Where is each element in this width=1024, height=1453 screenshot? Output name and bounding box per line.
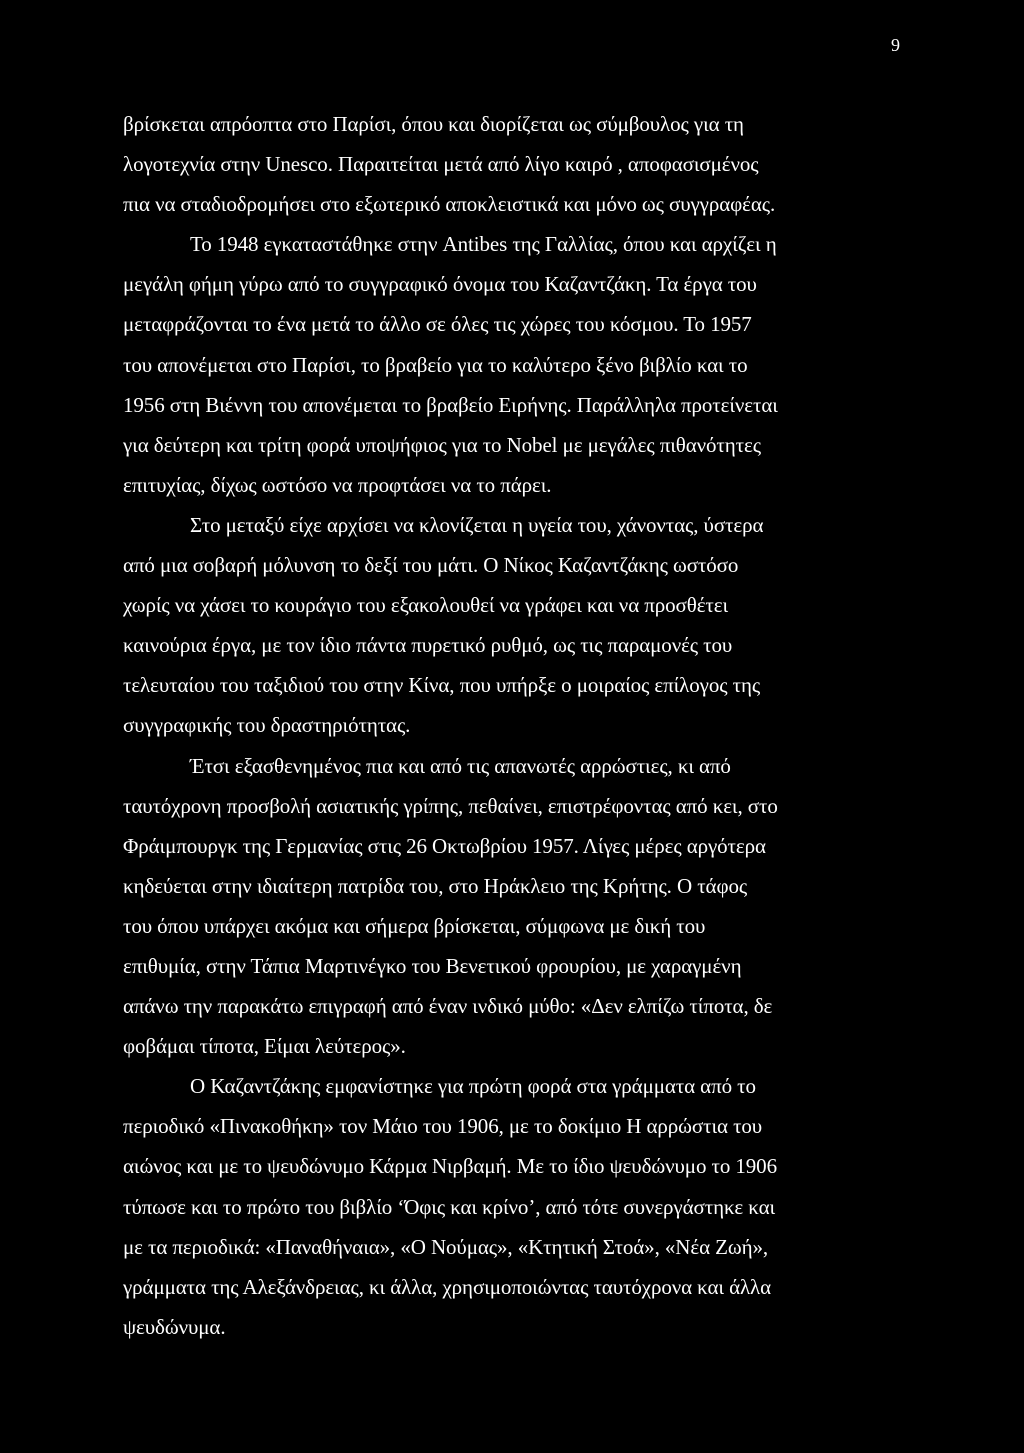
text-line: φοβάμαι τίποτα, Είμαι λεύτερος». bbox=[123, 1034, 406, 1059]
text-line: μεγάλη φήμη γύρω από το συγγραφικό όνομα του Καζαντζάκη. Τα έργα του bbox=[123, 272, 757, 297]
text-line: τελευταίου του ταξιδιού του στην Κίνα, που υπήρξε ο μοιραίος επίλογος της bbox=[123, 673, 761, 698]
text-line: περιοδικό «Πινακοθήκη» τον Μάιο του 1906, με το δοκίμιο Η αρρώστια του bbox=[123, 1114, 763, 1139]
text-line: καινούρια έργα, με τον ίδιο πάντα πυρετικό ρυθμό, ως τις παραμονές του bbox=[123, 633, 733, 658]
text-line: χωρίς να χάσει το κουράγιο του εξακολουθεί να γράφει και να προσθέτει bbox=[123, 593, 729, 618]
text-line: συγγραφικής του δραστηριότητας. bbox=[123, 713, 411, 738]
text-line: Έτσι εξασθενημένος πια και από τις απανωτές αρρώστιες, κι από bbox=[190, 753, 731, 778]
text-line: πια να σταδιοδρομήσει στο εξωτερικό αποκλειστικά και μόνο ως συγγραφέας. bbox=[123, 192, 776, 217]
text-line: για δεύτερη και τρίτη φορά υποψήφιος για το Nobel με μεγάλες πιθανότητες bbox=[123, 432, 761, 457]
text-line: μεταφράζονται το ένα μετά το άλλο σε όλες τις χώρες του κόσμου. Το 1957 bbox=[123, 312, 752, 337]
text-line: επιτυχίας, δίχως ωστόσο να προφτάσει να το πάρει. bbox=[123, 472, 552, 497]
text-line: γράμματα της Αλεξάνδρειας, κι άλλα, χρησιμοποιώντας ταυτόχρονα και άλλα bbox=[123, 1274, 772, 1299]
text-line: Το 1948 εγκαταστάθηκε στην Antibes της Γαλλίας, όπου και αρχίζει η bbox=[190, 232, 777, 257]
text-line: από μια σοβαρή μόλυνση το δεξί του μάτι. Ο Νίκος Καζαντζάκης ωστόσο bbox=[123, 553, 739, 578]
text-line: ψευδώνυμα. bbox=[123, 1314, 226, 1339]
text-line: αιώνος και με το ψευδώνυμο Κάρμα Νιρβαμή. Με το ίδιο ψευδώνυμο το 1906 bbox=[123, 1154, 777, 1179]
text-line: του απονέμεται στο Παρίσι, το βραβείο για το καλύτερο ξένο βιβλίο και το bbox=[123, 352, 748, 377]
text-line: βρίσκεται απρόοπτα στο Παρίσι, όπου και διορίζεται ως σύμβουλος για τη bbox=[123, 112, 744, 136]
text-line: Φράιμπουργκ της Γερμανίας στις 26 Οκτωβρίου 1957. Λίγες μέρες αργότερα bbox=[123, 833, 766, 858]
text-line: ταυτόχρονη προσβολή ασιατικής γρίπης, πεθαίνει, επιστρέφοντας από κει, στο bbox=[123, 793, 778, 818]
text-line: τύπωσε και το πρώτο του βιβλίο ‘Όφις και κρίνο’, από τότε συνεργάστηκε και bbox=[123, 1194, 776, 1219]
text-line: επιθυμία, στην Τάπια Μαρτινέγκο του Βενετικού φρουρίου, με χαραγμένη bbox=[123, 953, 742, 978]
text-line: με τα περιοδικά: «Παναθήναια», «Ο Νούμας», «Κτητική Στοά», «Νέα Ζωή», bbox=[123, 1234, 769, 1259]
body-text bbox=[123, 104, 903, 1347]
text-line: λογοτεχνία στην Unesco. Παραιτείται μετά από λίγο καιρό , αποφασισμένος bbox=[123, 152, 759, 177]
text-line: του όπου υπάρχει ακόμα και σήμερα βρίσκεται, σύμφωνα με δική του bbox=[123, 913, 706, 938]
page-number: 9 bbox=[891, 35, 900, 55]
text-line: Ο Καζαντζάκης εμφανίστηκε για πρώτη φορά στα γράμματα από το bbox=[190, 1074, 756, 1099]
text-line: Στο μεταξύ είχε αρχίσει να κλονίζεται η υγεία του, χάνοντας, ύστερα bbox=[190, 512, 764, 537]
text-line: 1956 στη Βιέννη του απονέμεται το βραβείο Ειρήνης. Παράλληλα προτείνεται bbox=[123, 392, 778, 417]
text-line: κηδεύεται στην ιδιαίτερη πατρίδα του, στο Ηράκλειο της Κρήτης. Ο τάφος bbox=[123, 873, 748, 898]
text-line: απάνω την παρακάτω επιγραφή από έναν ινδικό μύθο: «Δεν ελπίζω τίποτα, δε bbox=[123, 994, 773, 1019]
